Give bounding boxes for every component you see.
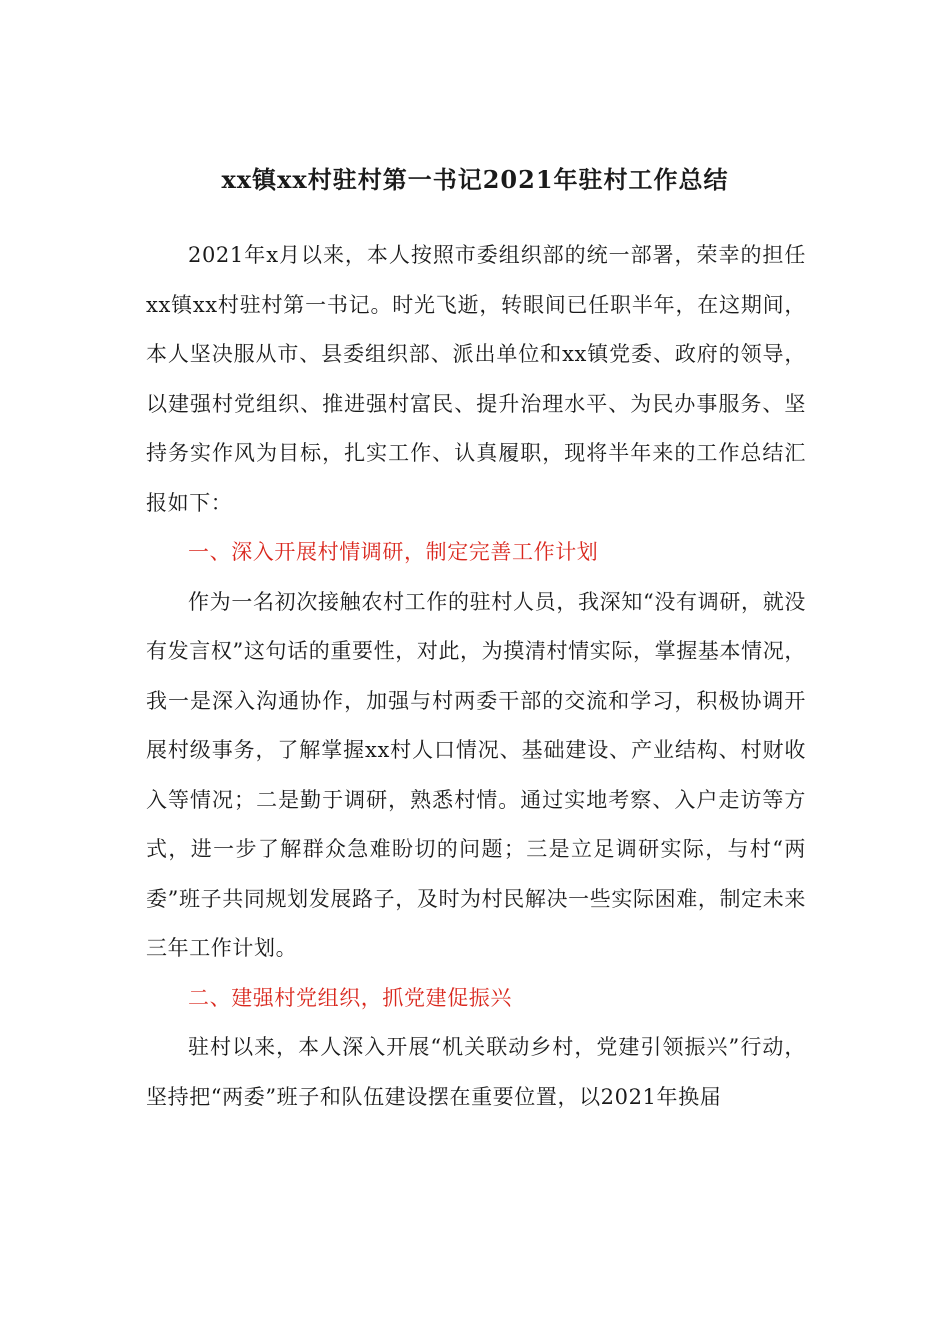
document-title: xx镇xx村驻村第一书记2021年驻村工作总结 <box>221 165 729 194</box>
section-2-heading: 二、建强村党组织，抓党建促振兴 <box>188 985 512 1010</box>
section-1-paragraph: 作为一名初次接触农村工作的驻村人员，我深知“没有调研，就没有发言权”这句话的重要性，对此，为摸清村情实际，掌握基本情况，我一是深入沟通协作，加强与村两委干部的交流和学习，积极协调开展村级事务，了解掌握xx村人口情况、基础建设、产业结构、村财收入等情况；二是勤于调研，熟悉村情。通过实地考察、入户走访等方式，进一步了解群众急难盼切的问题；三是立足调研实际，与村“两委”班子共同规划发展路子，及时为村民解决一些实际困难，制定未来三年工作计划。 <box>146 589 806 960</box>
intro-paragraph: 2021年x月以来，本人按照市委组织部的统一部署，荣幸的担任xx镇xx村驻村第一书记。时光飞逝，转眼间已任职半年，在这期间，本人坚决服从市、县委组织部、派出单位和xx镇党委、政府的领导，以建强村党组织、推进强村富民、提升治理水平、为民办事服务、坚持务实作风为目标，扎实工作、认真履职，现将半年来的工作总结汇报如下： <box>146 243 806 515</box>
section-2-paragraph: 驻村以来，本人深入开展“机关联动乡村，党建引领振兴”行动，坚持把“两委”班子和队伍建设摆在重要位置，以2021年换届 <box>146 1035 806 1109</box>
document-body <box>146 231 806 1122</box>
section-1-heading: 一、深入开展村情调研，制定完善工作计划 <box>188 540 599 564</box>
